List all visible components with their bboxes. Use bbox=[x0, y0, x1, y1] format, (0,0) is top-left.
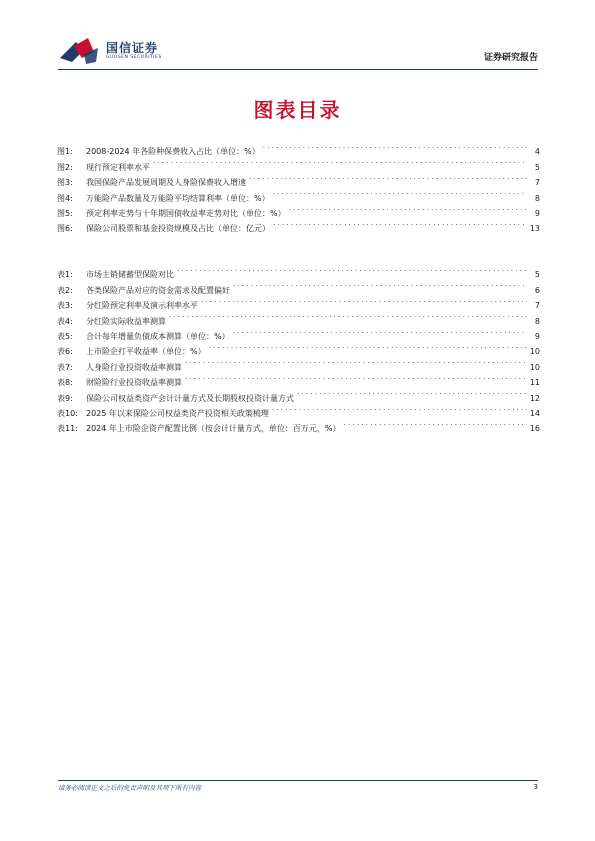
entry-label: 表8: bbox=[57, 378, 73, 388]
entry-label: 表2: bbox=[57, 285, 73, 295]
dot-leader bbox=[297, 385, 527, 400]
report-type-label: 证券研究报告 bbox=[483, 53, 538, 63]
dot-leader bbox=[185, 354, 527, 369]
dot-leader bbox=[153, 154, 527, 169]
entry-label: 表11: bbox=[57, 424, 78, 434]
figure-entry[interactable] bbox=[57, 139, 540, 157]
entry-label: 图1: bbox=[57, 147, 73, 157]
entry-title: 现行预定利率水平 bbox=[86, 162, 150, 172]
dot-leader bbox=[273, 216, 527, 231]
entry-page: 6 bbox=[534, 285, 540, 295]
entry-title: 万能险产品数量及万能险平均结算利率（单位：%） bbox=[86, 193, 270, 203]
entry-title: 合计每年增量负债成本测算（单位：%） bbox=[86, 331, 230, 341]
dot-leader bbox=[209, 339, 527, 354]
entry-page: 12 bbox=[529, 393, 540, 403]
page-title: 图表目录 bbox=[253, 98, 342, 122]
entry-title: 财险险行业投资收益率测算 bbox=[86, 378, 182, 388]
entry-page: 11 bbox=[529, 378, 540, 388]
dot-leader bbox=[233, 324, 527, 339]
dot-leader bbox=[273, 185, 527, 200]
dot-leader bbox=[289, 201, 527, 216]
entry-label: 图5: bbox=[57, 208, 73, 218]
dot-leader bbox=[233, 277, 527, 292]
page-number: 3 bbox=[533, 783, 538, 791]
entry-page: 7 bbox=[534, 178, 540, 188]
header-divider bbox=[58, 69, 538, 70]
entry-label: 表7: bbox=[57, 362, 73, 372]
entry-label: 表1: bbox=[57, 270, 73, 280]
entry-label: 表3: bbox=[57, 301, 73, 311]
entry-title: 市场主销储蓄型保险对比 bbox=[86, 270, 174, 280]
dot-leader bbox=[185, 370, 527, 385]
entry-title: 保险公司权益类资产会计计量方式及长期股权投资计量方式 bbox=[86, 393, 294, 403]
entry-page: 10 bbox=[529, 347, 540, 357]
disclaimer-note: 请务必阅读正文之后的免责声明及其项下所有内容 bbox=[58, 784, 201, 792]
entry-label: 表5: bbox=[57, 331, 73, 341]
guosen-logo bbox=[58, 36, 162, 66]
entry-label: 图4: bbox=[57, 193, 73, 203]
footer-divider bbox=[58, 780, 538, 781]
entry-title: 保险公司股票和基金投资规模及占比（单位：亿元） bbox=[86, 224, 270, 234]
entry-title: 预定利率走势与十年期国债收益率走势对比（单位：%） bbox=[86, 208, 286, 218]
entry-label: 表4: bbox=[57, 316, 73, 326]
entry-page: 4 bbox=[534, 147, 540, 157]
dot-leader bbox=[344, 416, 527, 431]
table-entry[interactable] bbox=[57, 262, 540, 280]
dot-leader bbox=[249, 170, 527, 185]
entry-page: 8 bbox=[534, 193, 540, 203]
entry-label: 表6: bbox=[57, 347, 73, 357]
entry-title: 2025 年以来保险公司权益类资产投资相关政策梳理 bbox=[86, 408, 269, 418]
entry-title: 2008-2024 年各险种保费收入占比（单位：%） bbox=[86, 147, 260, 157]
entry-title: 人身险行业投资收益率测算 bbox=[86, 362, 182, 372]
entry-title: 2024 年上市险企资产配置比例（按会计计量方式，单位：百万元，%） bbox=[86, 424, 341, 434]
entry-label: 图2: bbox=[57, 162, 73, 172]
entry-page: 10 bbox=[529, 362, 540, 372]
entry-page: 13 bbox=[529, 224, 540, 234]
entry-label: 图3: bbox=[57, 178, 73, 188]
logo-chinese-name: 国信证券 bbox=[106, 41, 159, 55]
logo-english-name: GUOSEN SECURITIES bbox=[106, 55, 162, 60]
entry-title: 各类保险产品对应的资金需求及配置偏好 bbox=[86, 285, 230, 295]
entry-page: 5 bbox=[534, 162, 540, 172]
entry-label: 表9: bbox=[57, 393, 73, 403]
dot-leader bbox=[272, 401, 527, 416]
figure-list bbox=[57, 139, 540, 234]
table-list bbox=[57, 262, 540, 434]
entry-page: 7 bbox=[534, 301, 540, 311]
entry-title: 上市险企打平收益率（单位：%） bbox=[86, 347, 206, 357]
page-header bbox=[58, 36, 538, 72]
dot-leader bbox=[201, 293, 527, 308]
entry-page: 8 bbox=[534, 316, 540, 326]
dot-leader bbox=[169, 308, 527, 323]
entry-page: 14 bbox=[529, 408, 540, 418]
entry-page: 9 bbox=[534, 208, 540, 218]
entry-label: 图6: bbox=[57, 224, 73, 234]
entry-title: 我国保险产品发展周期及人身险保费收入增速 bbox=[86, 178, 246, 188]
entry-page: 9 bbox=[534, 331, 540, 341]
entry-label: 表10: bbox=[57, 408, 78, 418]
entry-page: 16 bbox=[529, 424, 540, 434]
guosen-logo-icon bbox=[58, 36, 102, 66]
entry-page: 5 bbox=[534, 270, 540, 280]
dot-leader bbox=[177, 262, 527, 277]
dot-leader bbox=[263, 139, 527, 154]
entry-title: 分红险预定利率及演示利率水平 bbox=[86, 301, 198, 311]
entry-title: 分红险实际收益率测算 bbox=[86, 316, 166, 326]
